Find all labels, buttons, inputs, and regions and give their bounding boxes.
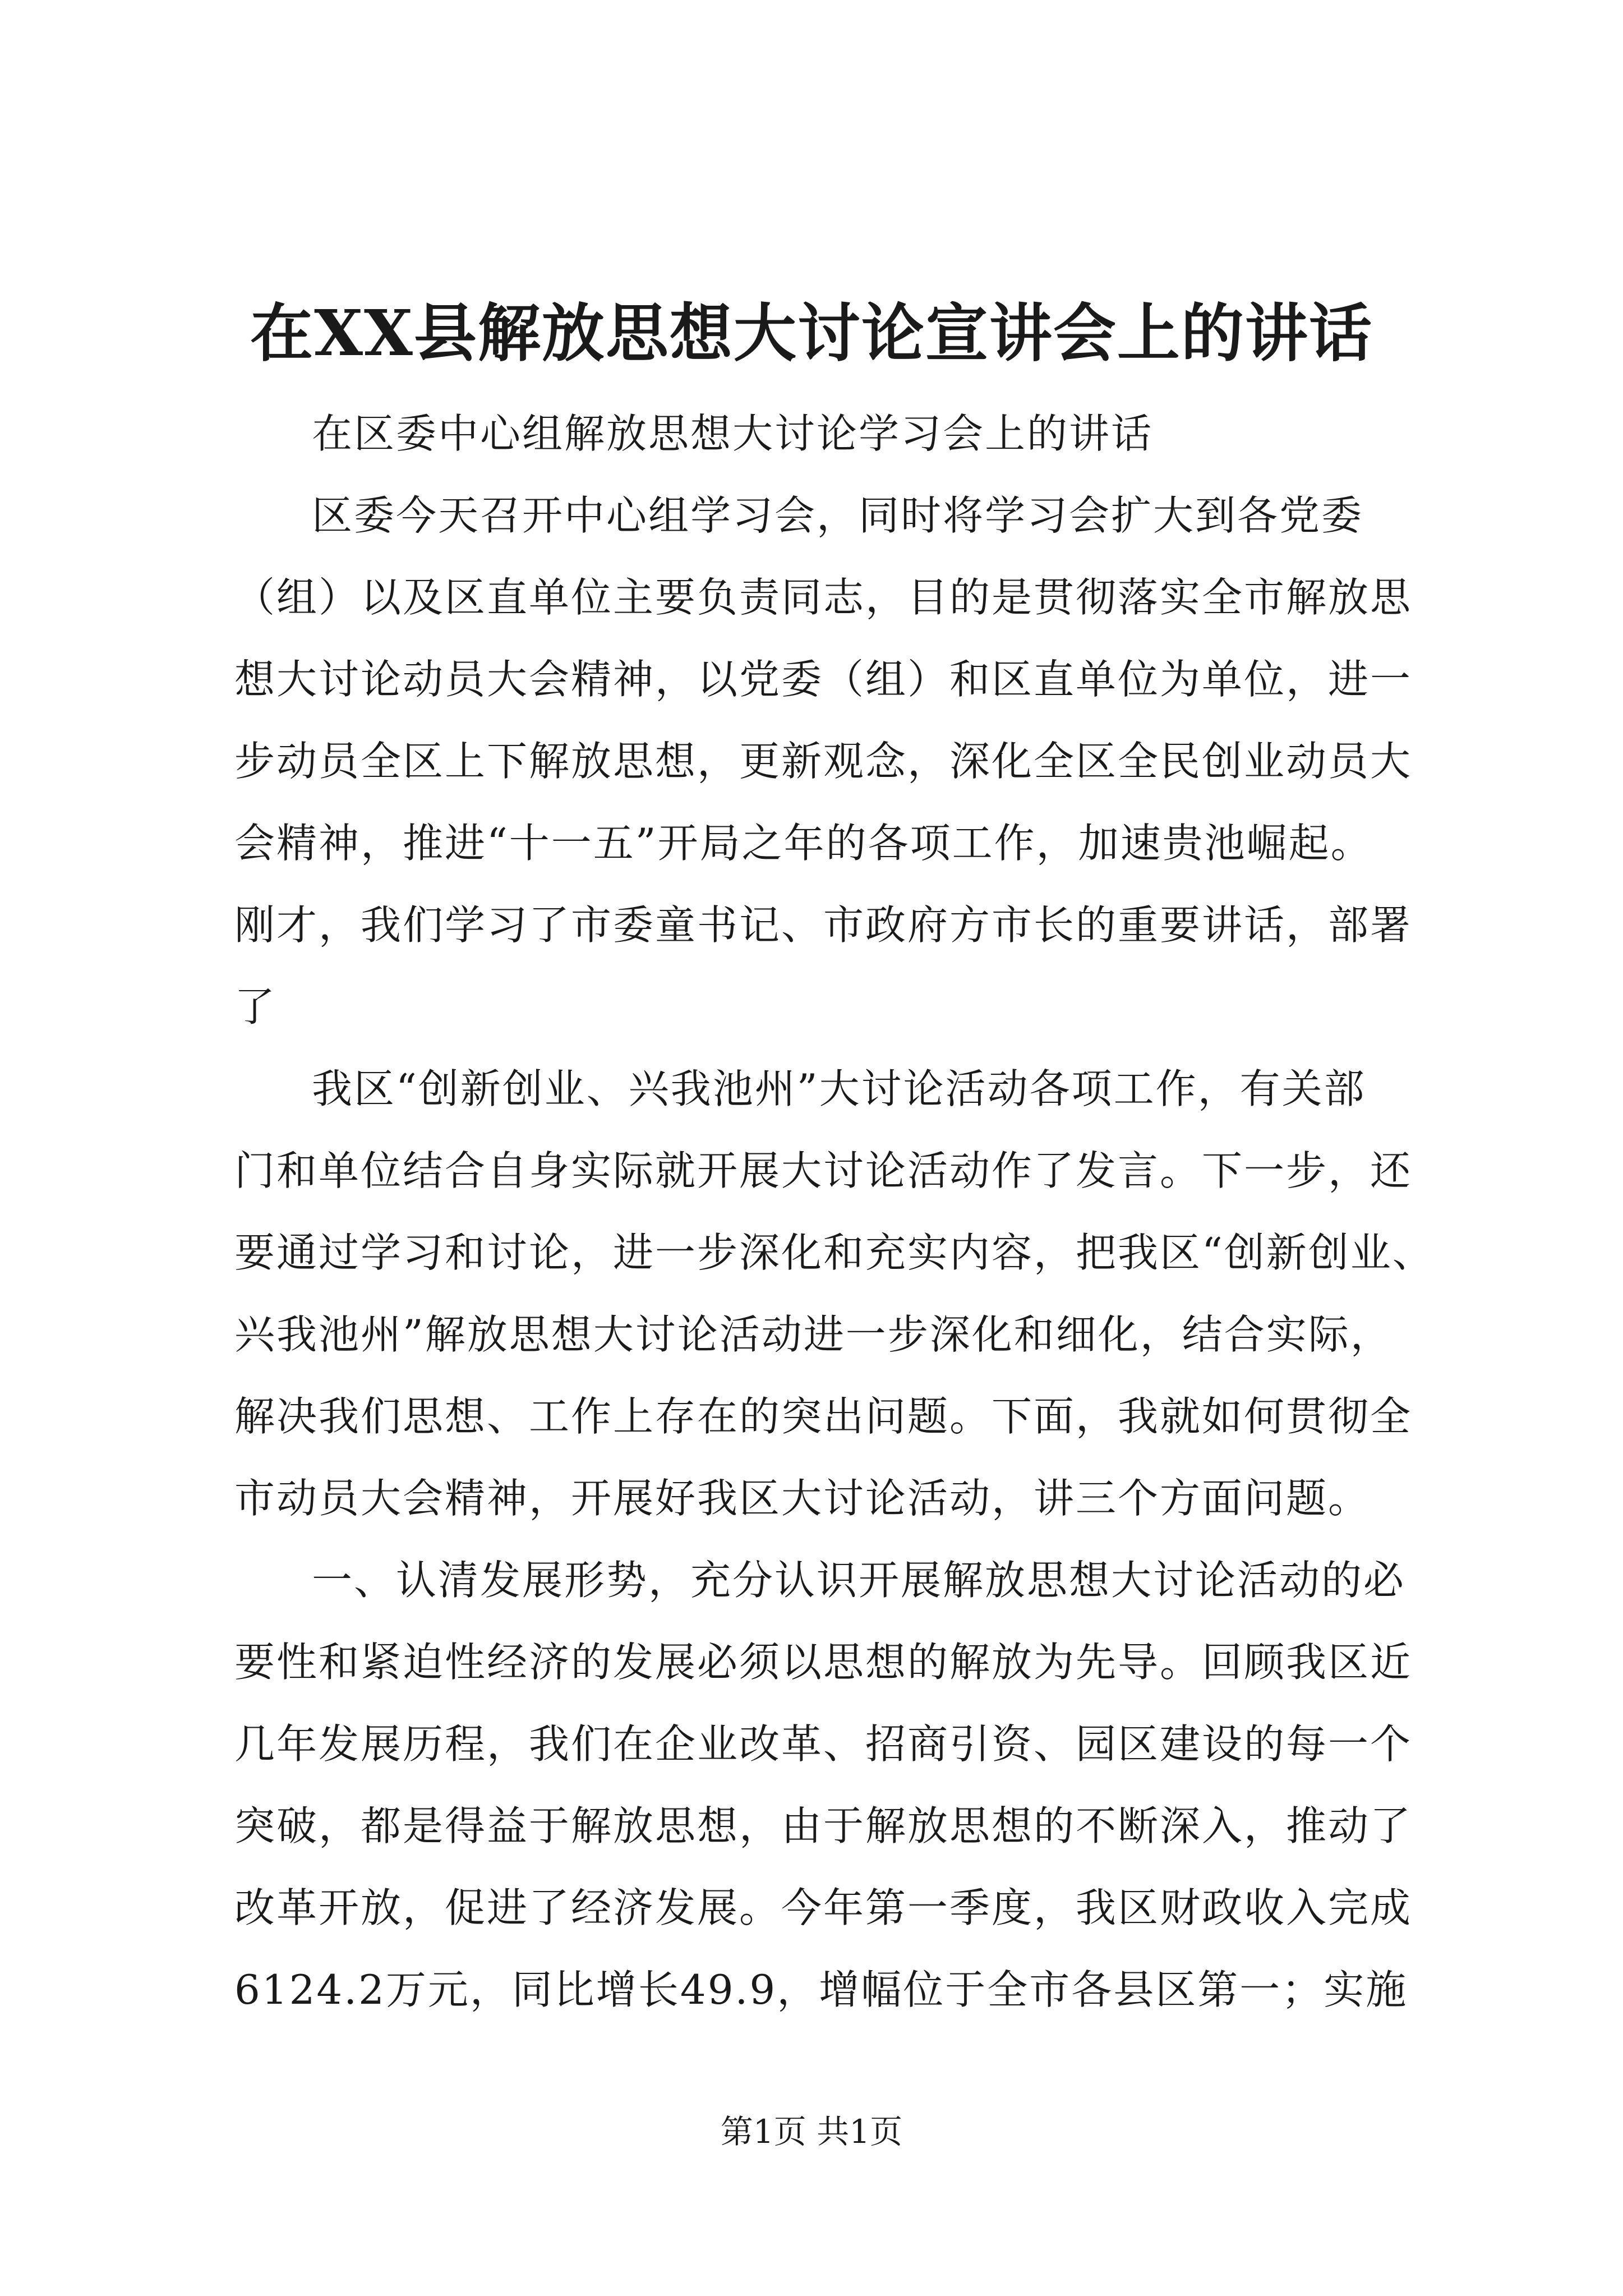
page-footer: 第1页 共1页 — [720, 2113, 903, 2151]
body-line: （组）以及区直单位主要负责同志，目的是贯彻落实全市解放思 — [234, 574, 1413, 621]
body-line: 在区委中心组解放思想大讨论学习会上的讲话 — [312, 410, 1154, 457]
body-line: 区委今天召开中心组学习会，同时将学习会扩大到各党委 — [312, 492, 1364, 539]
body-line: 想大讨论动员大会精神，以党委（组）和区直单位为单位，进一 — [234, 656, 1413, 703]
body-line: 会精神，推进“十一五”开局之年的各项工作，加速贵池崛起。 — [234, 820, 1373, 867]
document-body — [234, 393, 1435, 2031]
body-line: 门和单位结合自身实际就开展大讨论活动作了发言。下一步，还 — [234, 1147, 1413, 1194]
body-line: 解决我们思想、工作上存在的突出问题。下面，我就如何贯彻全 — [234, 1393, 1413, 1440]
body-line: 6124.2万元，同比增长49.9，增幅位于全市各县区第一；实施 — [234, 1966, 1408, 2013]
body-line: 要通过学习和讨论，进一步深化和充实内容，把我区“创新创业、 — [234, 1229, 1435, 1276]
body-line: 要性和紧迫性经济的发展必须以思想的解放为先导。回顾我区近 — [234, 1639, 1413, 1686]
body-line: 我区“创新创业、兴我池州”大讨论活动各项工作，有关部 — [312, 1065, 1366, 1112]
body-line: 一、认清发展形势，充分认识开展解放思想大讨论活动的必 — [312, 1557, 1406, 1604]
body-line: 市动员大会精神，开展好我区大讨论活动，讲三个方面问题。 — [234, 1475, 1371, 1522]
body-line: 刚才，我们学习了市委童书记、市政府方市长的重要讲话，部署 — [234, 901, 1413, 949]
body-line: 突破，都是得益于解放思想，由于解放思想的不断深入，推动了 — [234, 1802, 1413, 1849]
body-line: 改革开放，促进了经济发展。今年第一季度，我区财政收入完成 — [234, 1884, 1413, 1931]
document-title: 在XX县解放思想大讨论宣讲会上的讲话 — [250, 297, 1373, 370]
body-line: 兴我池州”解放思想大讨论活动进一步深化和细化，结合实际， — [234, 1311, 1393, 1358]
body-line: 了 — [234, 983, 277, 1030]
body-line: 步动员全区上下解放思想，更新观念，深化全区全民创业动员大 — [234, 738, 1413, 785]
body-line: 几年发展历程，我们在企业改革、招商引资、园区建设的每一个 — [234, 1720, 1413, 1768]
